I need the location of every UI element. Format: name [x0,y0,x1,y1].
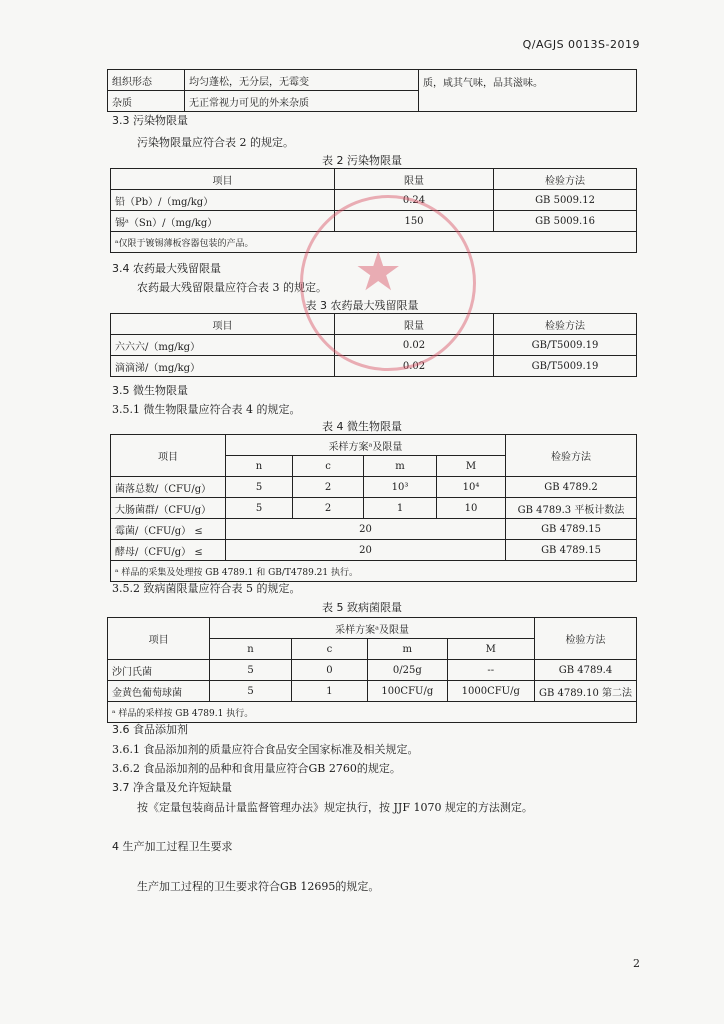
cell: GB 4789.15 [506,540,637,561]
table-caption: 表 3 农药最大残留限量 [305,299,419,312]
row-label: 组织形态 [108,70,185,91]
cell: 0.24 [335,190,494,211]
paragraph: 污染物限量应符合表 2 的规定。 [137,136,294,149]
cell: 20 [226,519,506,540]
cell: GB 4789.15 [506,519,637,540]
sensory-table-continued [107,69,637,112]
column-header: c [291,639,367,660]
cell: 1 [364,498,437,519]
column-header: 限量 [335,169,494,190]
seal-star-icon: ★ [354,240,403,303]
cell: -- [447,660,534,681]
section-heading: 4 生产加工过程卫生要求 [112,840,233,853]
cell: GB 4789.10 第二法 [534,681,636,702]
paragraph: 3.6.1 食品添加剂的质量应符合食品安全国家标准及相关规定。 [112,743,419,756]
cell: 霉菌/（CFU/g） ≤ [111,519,226,540]
paragraph: 按《定量包装商品计量监督管理办法》规定执行，按 JJF 1070 规定的方法测定。 [137,801,533,814]
cell: 5 [210,660,292,681]
cell: 0/25g [368,660,448,681]
cell: 10⁴ [437,477,506,498]
page-number: 2 [633,957,640,970]
column-header: 项目 [111,314,335,335]
cell: 锡ᵃ（Sn）/（mg/kg） [111,211,335,232]
cell: 10³ [364,477,437,498]
table-row [108,70,637,91]
cell: 金黄色葡萄球菌 [108,681,210,702]
column-header: n [226,456,293,477]
table-note: ᵃ 样品的采样按 GB 4789.1 执行。 [108,702,637,723]
cell: 2 [293,498,364,519]
column-header: n [210,639,292,660]
table-caption: 表 2 污染物限量 [322,154,402,167]
cell: GB/T5009.19 [494,356,637,377]
cell: 滴滴涕/（mg/kg） [111,356,335,377]
cell: GB/T5009.19 [494,335,637,356]
column-header: 限量 [335,314,494,335]
table-note: ᵃ仅限于镀锡薄板容器包装的产品。 [111,232,637,253]
column-header: M [437,456,506,477]
table-row [111,498,637,519]
cell: 0 [291,660,367,681]
table-row [108,681,637,702]
cell: GB 5009.16 [494,211,637,232]
table-note-row [111,561,637,582]
paragraph: 3.6.2 食品添加剂的品种和食用量应符合GB 2760的规定。 [112,762,401,775]
cell: 2 [293,477,364,498]
column-header: 检验方法 [494,169,637,190]
table-row [111,519,637,540]
table-row [111,477,637,498]
row-label: 杂质 [108,91,185,112]
cell: 100CFU/g [368,681,448,702]
cell: 5 [226,498,293,519]
paragraph: 3.5.2 致病菌限量应符合表 5 的规定。 [112,582,301,595]
cell: 0.02 [335,356,494,377]
row-value: 均匀蓬松，无分层，无霉变 [185,70,419,91]
section-heading: 3.6 食品添加剂 [112,723,188,736]
column-header: m [364,456,437,477]
cell: GB 4789.4 [534,660,636,681]
pathogen-table [107,617,637,723]
table-note-row [108,702,637,723]
row-extra: 质，咸其气味，品其滋味。 [419,70,637,112]
cell: GB 4789.2 [506,477,637,498]
table-header-row [108,618,637,639]
cell: 20 [226,540,506,561]
cell: 5 [210,681,292,702]
paragraph: 生产加工过程的卫生要求符合GB 12695的规定。 [137,880,380,893]
table-caption: 表 5 致病菌限量 [322,601,402,614]
cell: 0.02 [335,335,494,356]
cell: 10 [437,498,506,519]
cell: 六六六/（mg/kg） [111,335,335,356]
column-header: M [447,639,534,660]
table-row [111,540,637,561]
section-heading: 3.3 污染物限量 [112,114,188,127]
paragraph: 3.5.1 微生物限量应符合表 4 的规定。 [112,403,301,416]
column-header: 项目 [108,618,210,660]
column-header: 采样方案ᵃ及限量 [210,618,535,639]
table-caption: 表 4 微生物限量 [322,420,402,433]
column-header: 项目 [111,435,226,477]
cell: 1000CFU/g [447,681,534,702]
paragraph: 农药最大残留限量应符合表 3 的规定。 [137,281,327,294]
column-header: 检验方法 [506,435,637,477]
cell: 沙门氏菌 [108,660,210,681]
table-header-row [111,169,637,190]
column-header: 采样方案ᵃ及限量 [226,435,506,456]
table-row [108,660,637,681]
cell: 1 [291,681,367,702]
column-header: 检验方法 [534,618,636,660]
cell: 酵母/（CFU/g） ≤ [111,540,226,561]
section-heading: 3.5 微生物限量 [112,384,188,397]
cell: 5 [226,477,293,498]
table-header-row [111,435,637,456]
column-header: m [368,639,448,660]
cell: 菌落总数/（CFU/g） [111,477,226,498]
section-heading: 3.4 农药最大残留限量 [112,262,221,275]
cell: 150 [335,211,494,232]
cell: 铅（Pb）/（mg/kg） [111,190,335,211]
column-header: 检验方法 [494,314,637,335]
column-header: c [293,456,364,477]
document-code: Q/AGJS 0013S-2019 [522,38,640,51]
microbial-table [110,434,637,582]
cell: 大肠菌群/（CFU/g） [111,498,226,519]
column-header: 项目 [111,169,335,190]
cell: GB 4789.3 平板计数法 [506,498,637,519]
row-value: 无正常视力可见的外来杂质 [185,91,419,112]
table-note: ᵃ 样品的采集及处理按 GB 4789.1 和 GB/T4789.21 执行。 [111,561,637,582]
cell: GB 5009.12 [494,190,637,211]
section-heading: 3.7 净含量及允许短缺量 [112,781,232,794]
